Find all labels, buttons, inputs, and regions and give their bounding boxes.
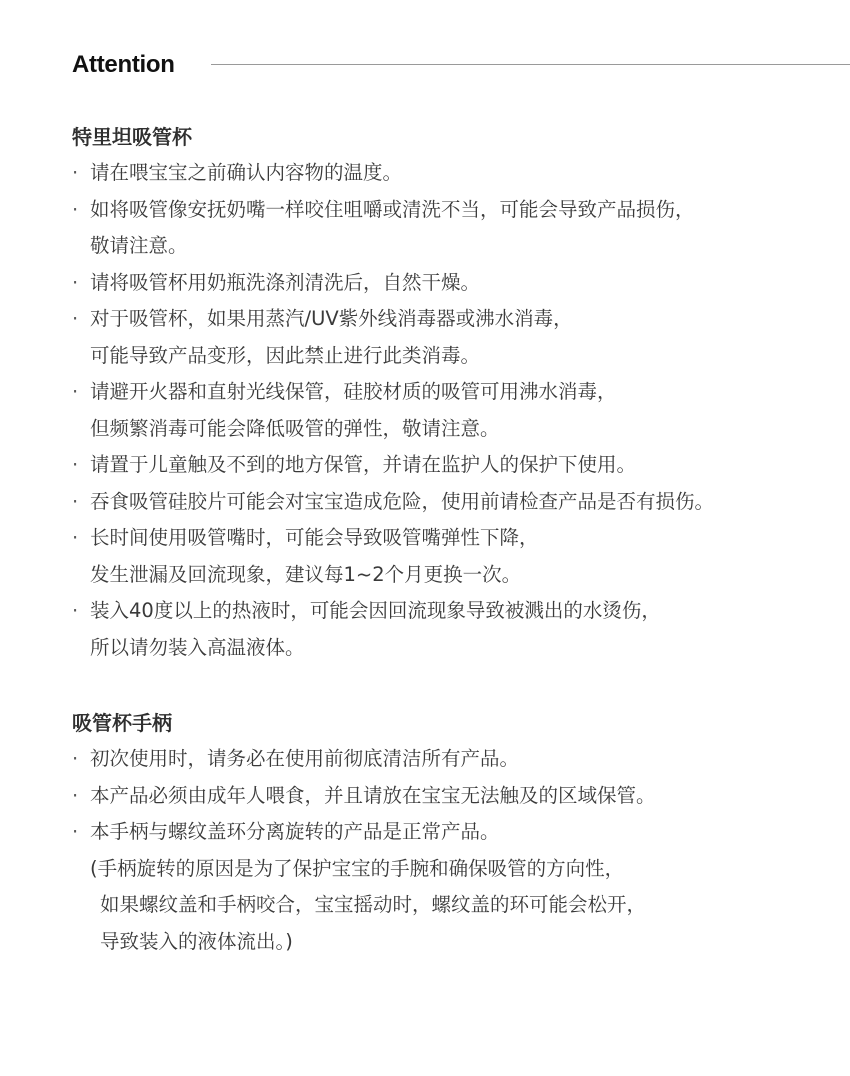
item-text-continued: 但频繁消毒可能会降低吸管的弹性，敬请注意。 xyxy=(90,416,500,440)
bullet-icon: · xyxy=(72,307,79,330)
section-straw-cup xyxy=(72,119,850,666)
bullet-icon: · xyxy=(72,747,79,770)
bullet-icon: · xyxy=(72,783,79,807)
item-text-continued: 发生泄漏及回流现象，建议每1~2个月更换一次。 xyxy=(90,562,522,586)
list-item xyxy=(72,593,850,666)
bullet-icon: · xyxy=(72,380,79,403)
bullet-icon: · xyxy=(72,453,79,476)
section-title: 吸管杯手柄 xyxy=(72,711,172,735)
list-item xyxy=(72,814,850,851)
section-title: 特里坦吸管杯 xyxy=(72,125,192,149)
bullet-icon: · xyxy=(72,489,79,513)
bullet-icon: · xyxy=(72,820,79,843)
item-text: 请将吸管杯用奶瓶洗涤剂清洗后，自然干燥。 xyxy=(90,270,481,294)
item-text: 如将吸管像安抚奶嘴一样咬住咀嚼或清洗不当，可能会导致产品损伤， xyxy=(90,197,695,221)
bullet-icon: · xyxy=(72,270,79,294)
item-text: 请避开火器和直射光线保管，硅胶材质的吸管可用沸水消毒， xyxy=(90,380,617,403)
note-text-continued: 导致装入的液体流出。) xyxy=(100,929,293,953)
bullet-icon: · xyxy=(72,161,79,184)
item-text: 请置于儿童触及不到的地方保管，并请在监护人的保护下使用。 xyxy=(90,453,637,476)
item-text: 吞食吸管硅胶片可能会对宝宝造成危险，使用前请检查产品是否有损伤。 xyxy=(90,489,715,513)
item-text-continued: 可能导致产品变形，因此禁止进行此类消毒。 xyxy=(90,343,481,367)
bullet-icon: · xyxy=(72,599,79,622)
list-item xyxy=(72,741,850,778)
item-text: 本产品必须由成年人喂食，并且请放在宝宝无法触及的区域保管。 xyxy=(90,783,656,807)
list-item xyxy=(72,520,850,593)
bullet-icon: · xyxy=(72,526,79,549)
list-item xyxy=(72,778,850,815)
item-text: 请在喂宝宝之前确认内容物的温度。 xyxy=(90,161,403,184)
list-item xyxy=(72,192,850,265)
item-text: 对于吸管杯，如果用蒸汽/UV紫外线消毒器或沸水消毒， xyxy=(90,307,573,330)
list-item xyxy=(72,265,850,302)
item-text-continued: 所以请勿装入高温液体。 xyxy=(90,635,305,659)
note-text: (手柄旋转的原因是为了保护宝宝的手腕和确保吸管的方向性， xyxy=(90,856,625,880)
header-divider xyxy=(211,64,850,65)
list-item xyxy=(72,155,850,192)
attention-header xyxy=(72,48,850,84)
handle-rotation-note xyxy=(72,851,850,961)
page-title: Attention xyxy=(72,51,175,78)
item-text: 初次使用时，请务必在使用前彻底清洁所有产品。 xyxy=(90,747,520,770)
item-text: 长时间使用吸管嘴时，可能会导致吸管嘴弹性下降， xyxy=(90,526,539,549)
note-text-continued: 如果螺纹盖和手柄咬合，宝宝摇动时，螺纹盖的环可能会松开， xyxy=(100,893,647,916)
list-item xyxy=(72,447,850,484)
item-text: 本手柄与螺纹盖环分离旋转的产品是正常产品。 xyxy=(90,820,500,843)
list-item xyxy=(72,374,850,447)
item-text: 装入40度以上的热液时，可能会因回流现象导致被溅出的水烫伤， xyxy=(90,599,661,622)
section-straw-cup-handle xyxy=(72,705,850,960)
item-text-continued: 敬请注意。 xyxy=(90,234,188,257)
list-item xyxy=(72,301,850,374)
list-item xyxy=(72,484,850,521)
bullet-icon: · xyxy=(72,197,79,221)
